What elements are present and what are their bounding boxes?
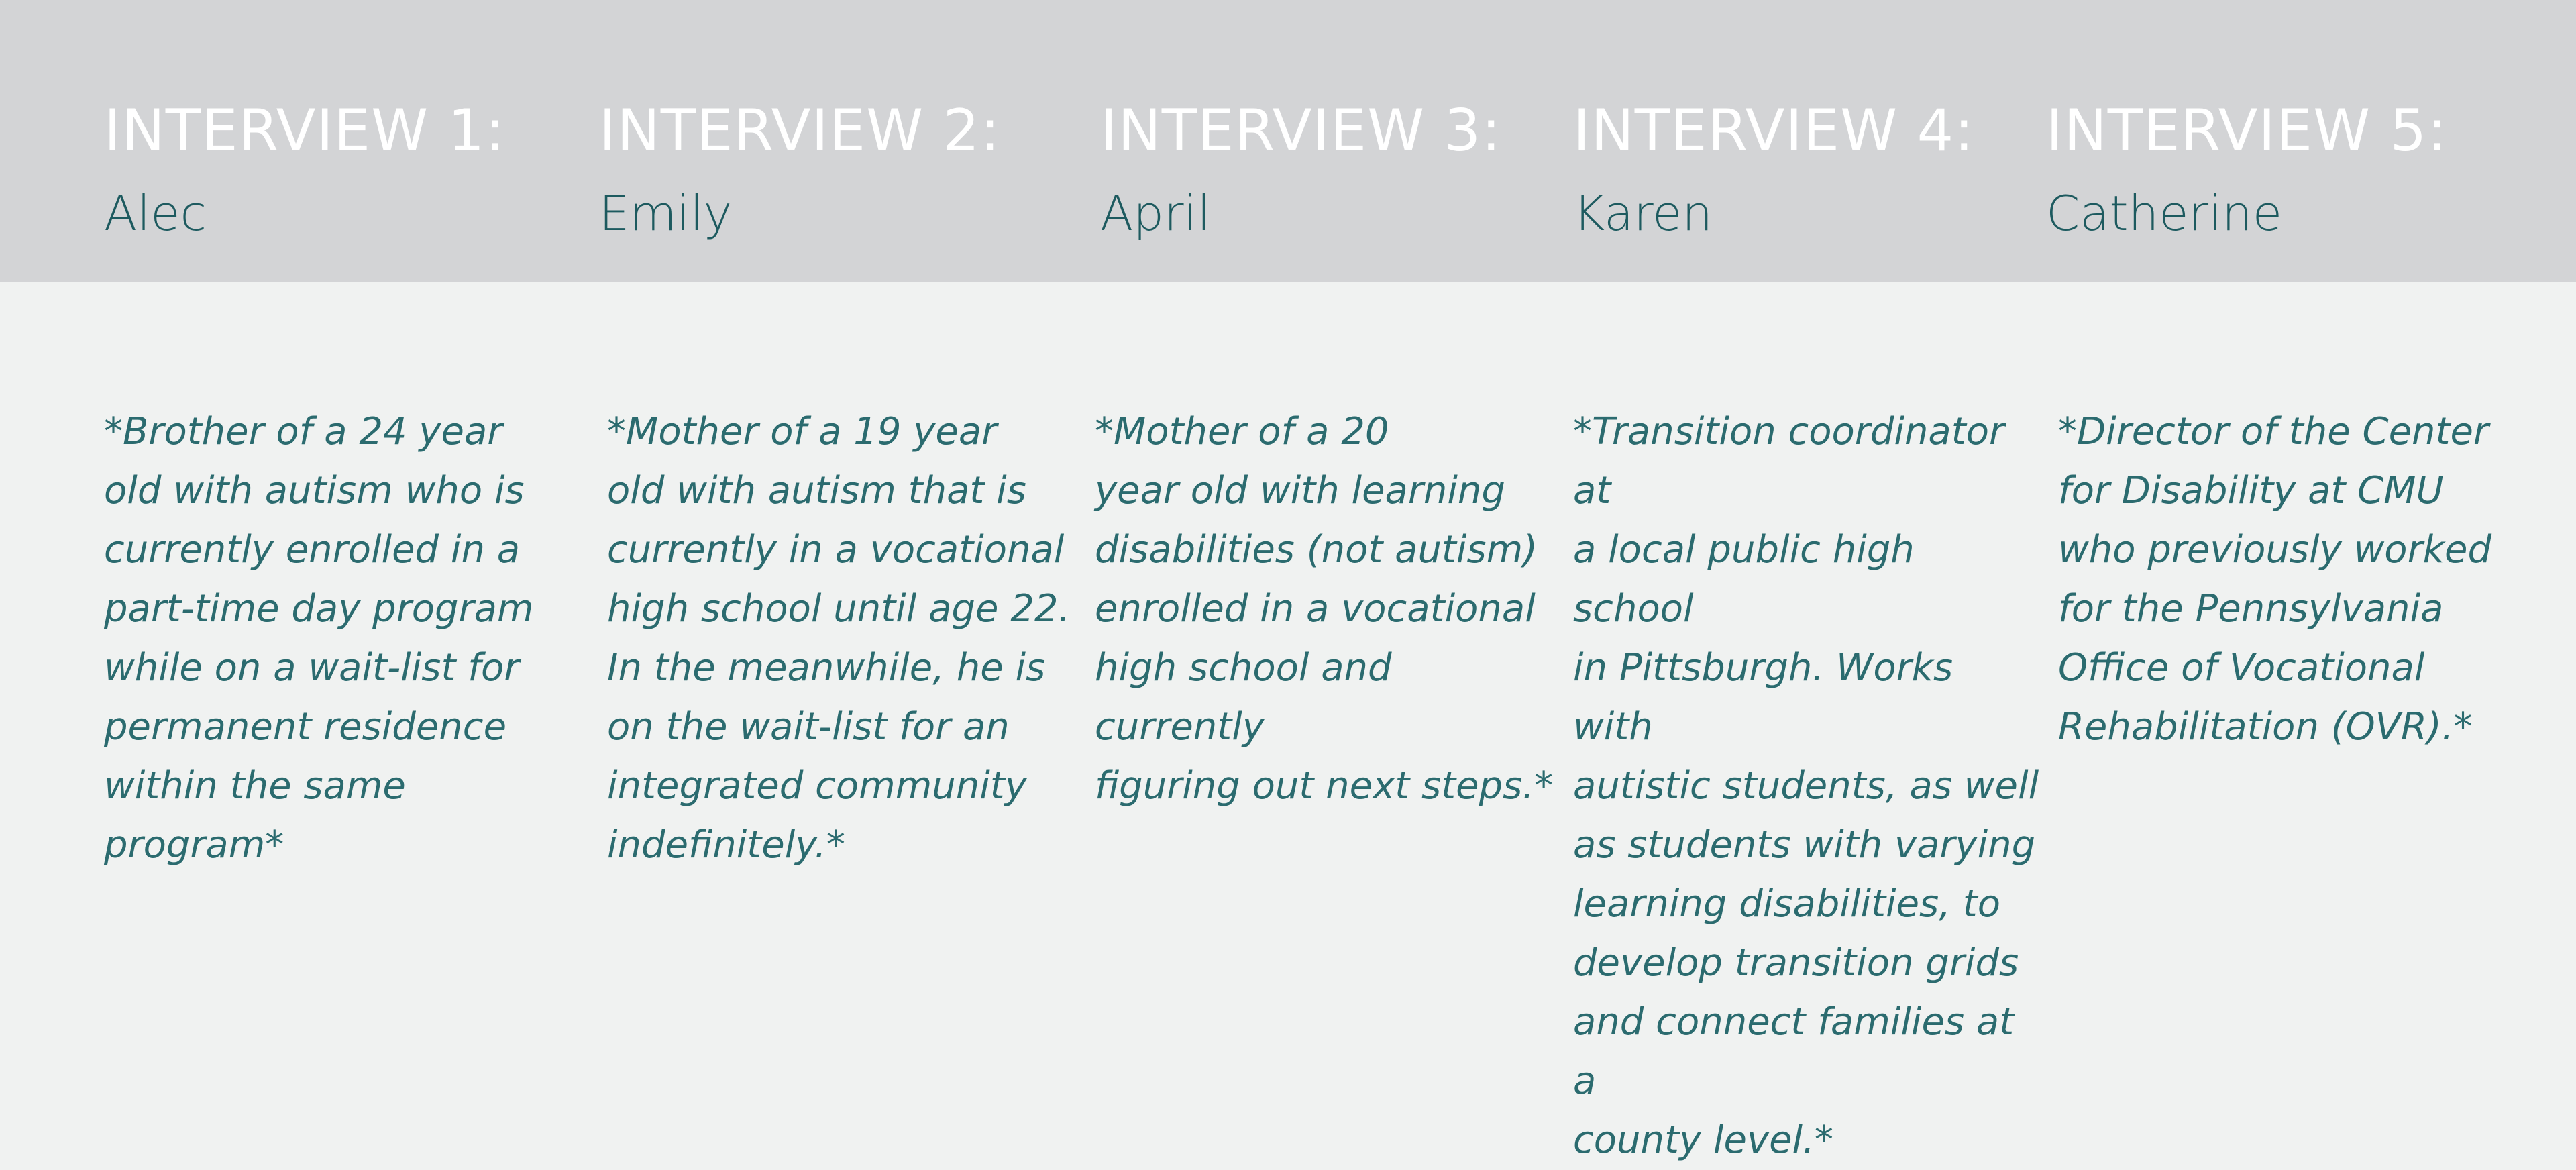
interview-title: INTERVIEW 3: — [1100, 97, 1502, 164]
interview-title: INTERVIEW 2: — [599, 97, 1001, 164]
interviewee-description: *Mother of a 20 year old with learning disabilities (not autism) enrolled in a vocational high school and currently figuring out next steps.* — [1095, 410, 1554, 808]
interviewee-description: *Brother of a 24 year old with autism who is currently enrolled in a part-time day program while on a wait-list for permanent residence within the same program* — [104, 410, 534, 867]
interviewee-name: Emily — [599, 185, 733, 242]
interviewee-description: *Director of the Center for Disability at CMU who previously worked for the Pennsylvania Office of Vocational Rehabilitation (OVR).* — [2058, 410, 2492, 749]
interviewee-description: *Mother of a 19 year old with autism that is currently in a vocational high school until age 22. In the meanwhile, he is on the wait-list for an integrated community indefinitely.* — [607, 410, 1071, 867]
interviewee-description: *Transition coordinator at a local public high school in Pittsburgh. Works with autistic students, as well as students with varying learning disabilities, to develop transition grids and connect families at a county level.* — [1573, 410, 2039, 1162]
interview-title: INTERVIEW 4: — [1573, 97, 1975, 164]
interviewee-name: Alec — [104, 185, 207, 242]
interview-title: INTERVIEW 1: — [104, 97, 506, 164]
interviewee-name: Karen — [1573, 185, 1713, 242]
interview-title: INTERVIEW 5: — [2046, 97, 2448, 164]
interviewee-name: Catherine — [2046, 185, 2283, 242]
interviewee-name: April — [1100, 185, 1211, 242]
